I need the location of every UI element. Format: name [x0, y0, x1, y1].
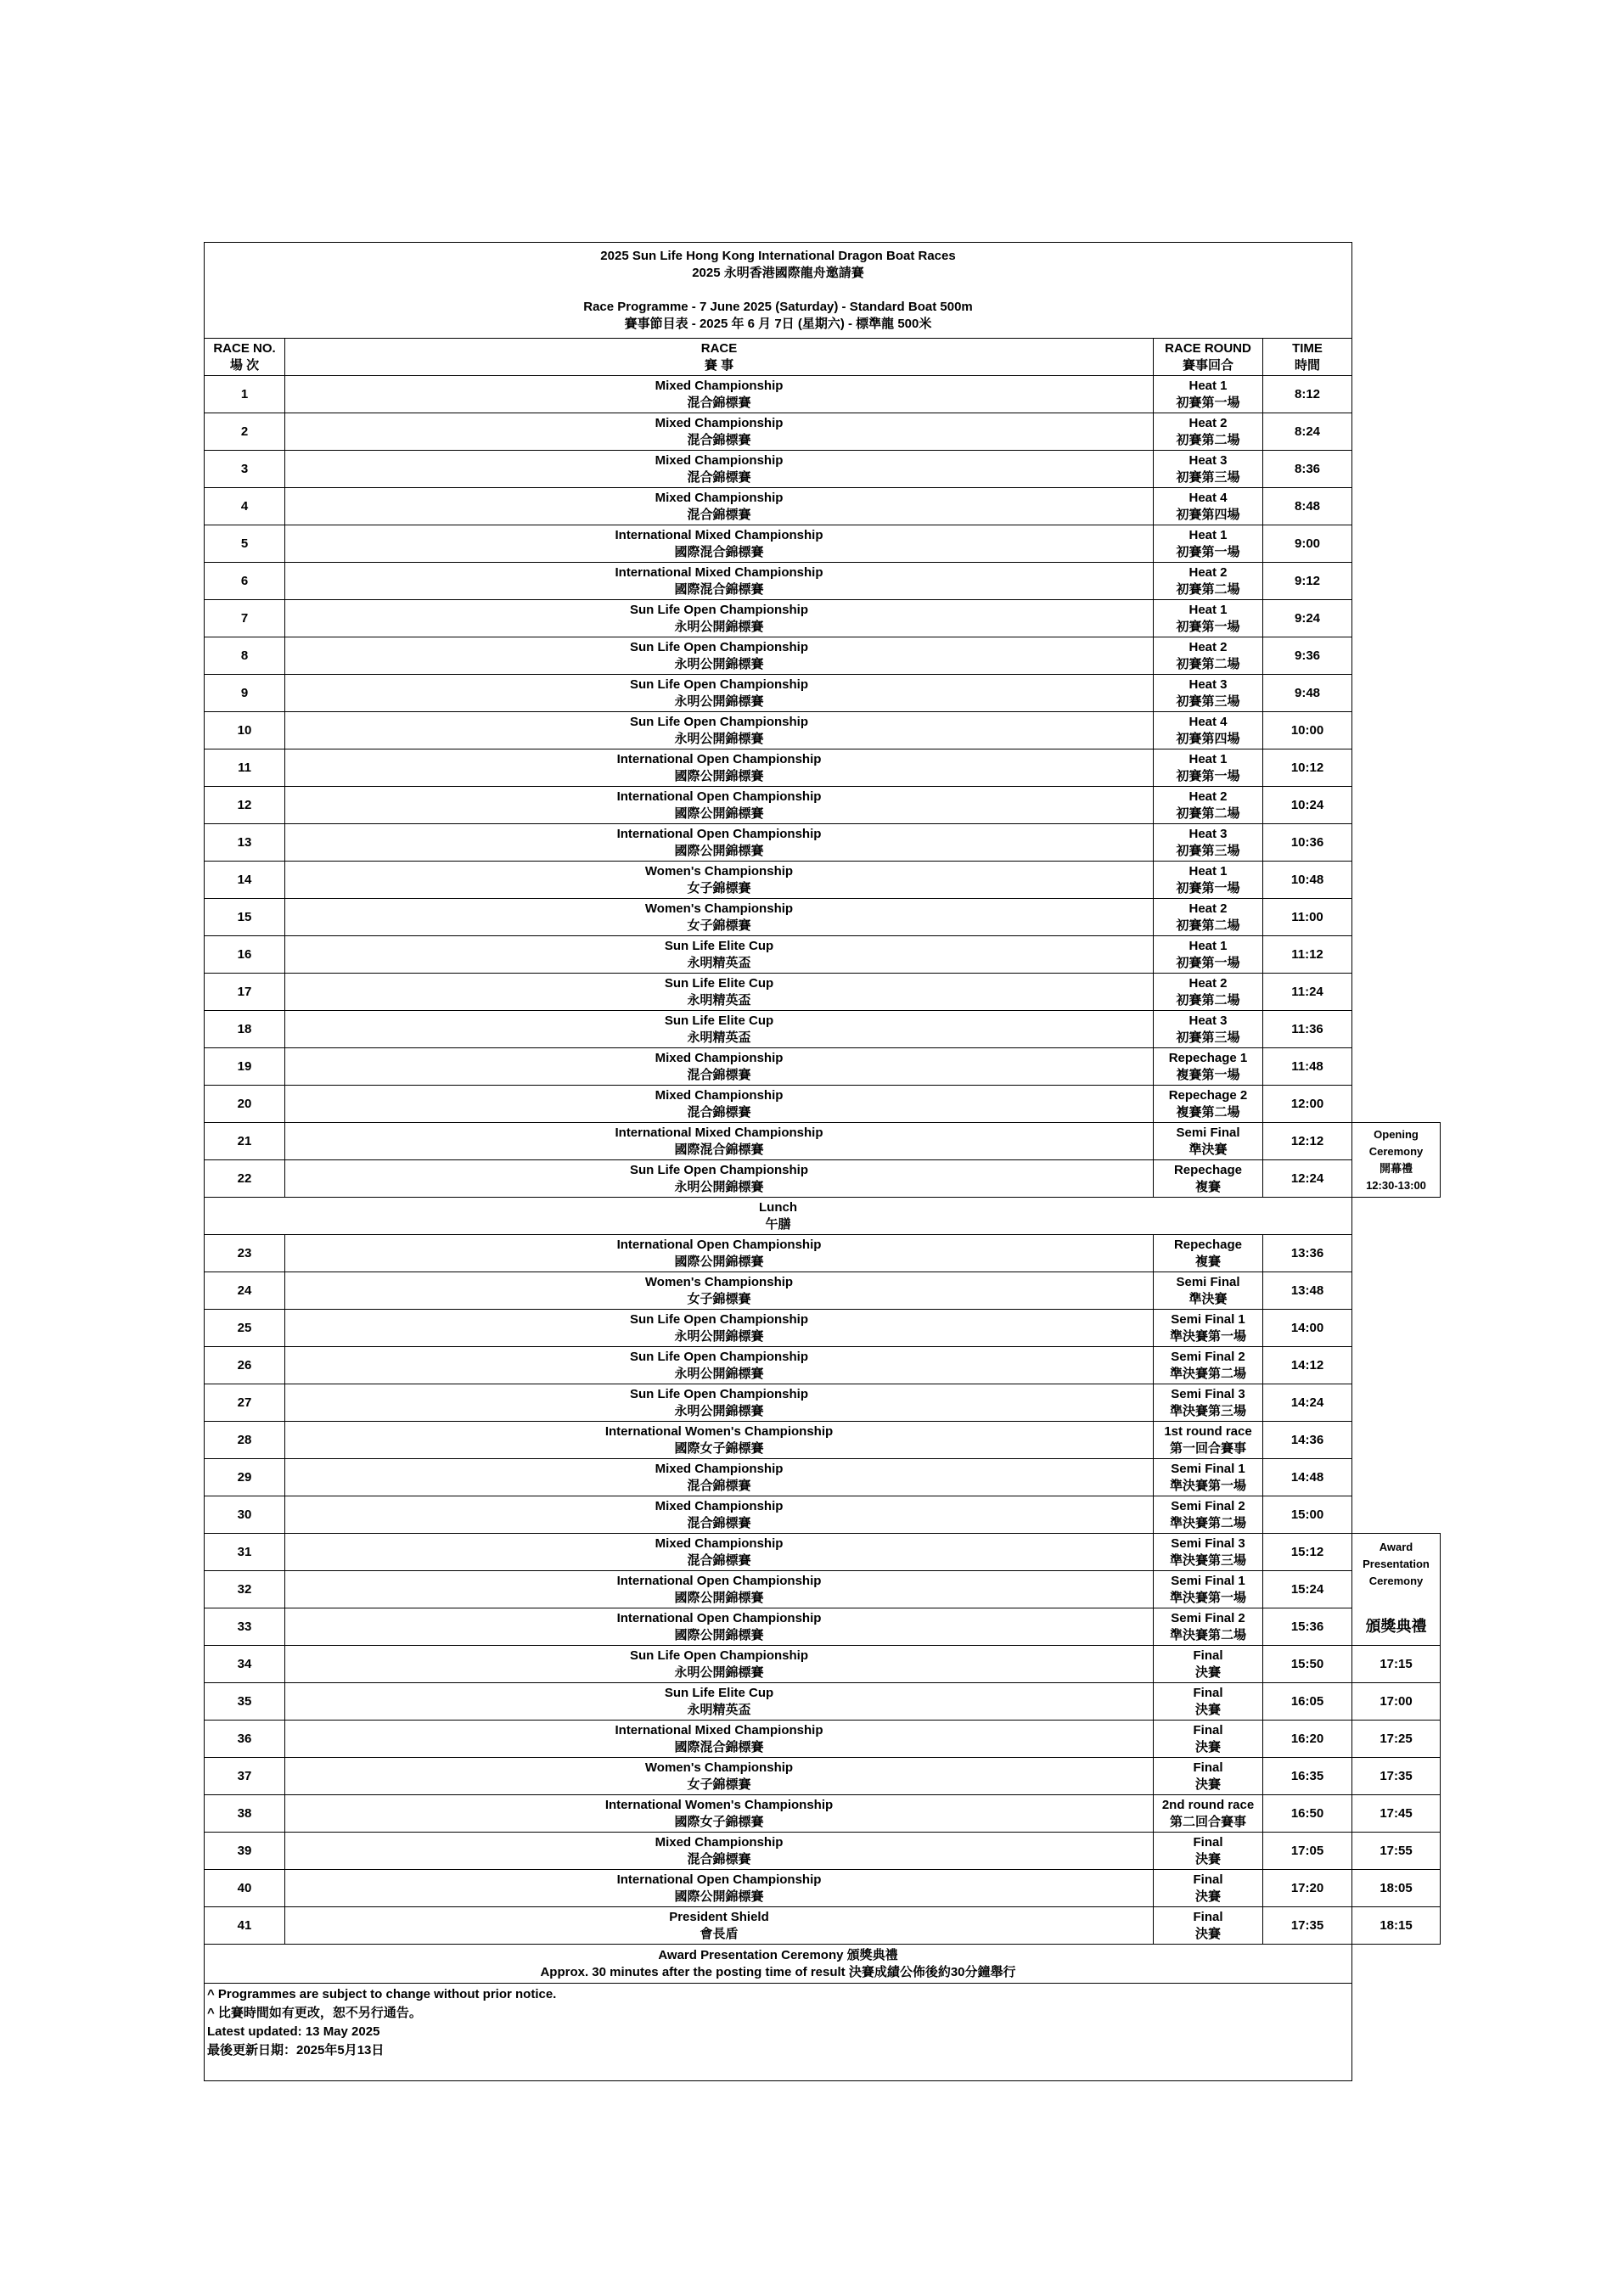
- race-round: Semi Final 準決賽: [1154, 1272, 1263, 1310]
- opening-ceremony-cell: Opening Ceremony 開幕禮 12:30-13:00: [1352, 1123, 1441, 1198]
- race-time: 11:12: [1263, 936, 1352, 974]
- race-name: Sun Life Elite Cup 永明精英盃: [285, 1683, 1154, 1721]
- race-round: Heat 2 初賽第二場: [1154, 787, 1263, 824]
- race-round: Heat 3 初賽第三場: [1154, 1011, 1263, 1048]
- race-name: Sun Life Open Championship 永明公開錦標賽: [285, 600, 1154, 637]
- race-name: Mixed Championship 混合錦標賽: [285, 413, 1154, 451]
- race-number: 27: [205, 1384, 285, 1422]
- race-number: 41: [205, 1907, 285, 1945]
- footer-notes: [205, 1984, 1352, 2081]
- race-name: Sun Life Open Championship 永明公開錦標賽: [285, 1384, 1154, 1422]
- race-name: Sun Life Elite Cup 永明精英盃: [285, 936, 1154, 974]
- race-time: 15:24: [1263, 1571, 1352, 1608]
- race-number: 7: [205, 600, 285, 637]
- race-name: International Women's Championship 國際女子錦標賽: [285, 1422, 1154, 1459]
- race-number: 33: [205, 1608, 285, 1646]
- race-name: Mixed Championship 混合錦標賽: [285, 451, 1154, 488]
- footer-updated-zh: 最後更新日期：2025年5月13日: [207, 2043, 385, 2057]
- ceremony-time: 17:45: [1352, 1795, 1441, 1833]
- race-round: Repechage 複賽: [1154, 1160, 1263, 1198]
- race-row: [205, 936, 1441, 974]
- race-time: 10:00: [1263, 712, 1352, 749]
- race-time: 10:12: [1263, 749, 1352, 787]
- race-time: 16:35: [1263, 1758, 1352, 1795]
- race-name: Mixed Championship 混合錦標賽: [285, 1086, 1154, 1123]
- race-time: 16:50: [1263, 1795, 1352, 1833]
- footer-updated-en: Latest updated: 13 May 2025: [207, 2024, 380, 2039]
- race-round: Final 決賽: [1154, 1683, 1263, 1721]
- race-time: 15:50: [1263, 1646, 1352, 1683]
- race-time: 14:24: [1263, 1384, 1352, 1422]
- race-round: Heat 4 初賽第四場: [1154, 712, 1263, 749]
- race-number: 5: [205, 525, 285, 563]
- race-name: Women's Championship 女子錦標賽: [285, 1758, 1154, 1795]
- race-name: Sun Life Elite Cup 永明精英盃: [285, 1011, 1154, 1048]
- race-time: 9:12: [1263, 563, 1352, 600]
- race-time: 14:12: [1263, 1347, 1352, 1384]
- race-time: 9:48: [1263, 675, 1352, 712]
- race-number: 25: [205, 1310, 285, 1347]
- race-time: 14:48: [1263, 1459, 1352, 1496]
- race-time: 13:36: [1263, 1235, 1352, 1272]
- race-row: [205, 1683, 1441, 1721]
- race-round: Heat 3 初賽第三場: [1154, 451, 1263, 488]
- race-time: 8:12: [1263, 376, 1352, 413]
- race-row: [205, 563, 1441, 600]
- race-time: 8:36: [1263, 451, 1352, 488]
- race-name: Sun Life Open Championship 永明公開錦標賽: [285, 1347, 1154, 1384]
- race-time: 15:12: [1263, 1534, 1352, 1571]
- race-round: Heat 4 初賽第四場: [1154, 488, 1263, 525]
- race-name: Women's Championship 女子錦標賽: [285, 1272, 1154, 1310]
- race-number: 40: [205, 1870, 285, 1907]
- race-row: [205, 824, 1441, 862]
- award-presentation-cell: Award Presentation Ceremony 頒獎典禮 Approx. 30 minutes after the posting time of result 決賽成績公佈後約30分鐘舉行: [205, 1945, 1352, 1984]
- race-number: 36: [205, 1721, 285, 1758]
- race-round: Heat 2 初賽第二場: [1154, 413, 1263, 451]
- race-name: Sun Life Open Championship 永明公開錦標賽: [285, 1310, 1154, 1347]
- race-time: 8:48: [1263, 488, 1352, 525]
- race-time: 12:24: [1263, 1160, 1352, 1198]
- race-round: Semi Final 1 準決賽第一場: [1154, 1459, 1263, 1496]
- race-name: International Open Championship 國際公開錦標賽: [285, 1608, 1154, 1646]
- race-number: 8: [205, 637, 285, 675]
- race-number: 29: [205, 1459, 285, 1496]
- race-round: Final 決賽: [1154, 1833, 1263, 1870]
- race-name: Sun Life Open Championship 永明公開錦標賽: [285, 712, 1154, 749]
- race-time: 17:05: [1263, 1833, 1352, 1870]
- race-number: 9: [205, 675, 285, 712]
- race-time: 17:20: [1263, 1870, 1352, 1907]
- ceremony-time: 17:35: [1352, 1758, 1441, 1795]
- race-programme-sheet: [204, 242, 1441, 2081]
- race-round: Heat 1 初賽第一場: [1154, 749, 1263, 787]
- race-name: Mixed Championship 混合錦標賽: [285, 488, 1154, 525]
- race-row: [205, 1422, 1441, 1459]
- race-number: 28: [205, 1422, 285, 1459]
- race-row: [205, 1870, 1441, 1907]
- race-number: 34: [205, 1646, 285, 1683]
- race-number: 32: [205, 1571, 285, 1608]
- race-time: 15:36: [1263, 1608, 1352, 1646]
- race-number: 14: [205, 862, 285, 899]
- race-number: 10: [205, 712, 285, 749]
- award-ceremony-label: Award Presentation Ceremony: [1352, 1534, 1441, 1608]
- race-round: Repechage 1 複賽第一場: [1154, 1048, 1263, 1086]
- race-round: Final 決賽: [1154, 1646, 1263, 1683]
- column-header-race-no: RACE NO. 場 次: [205, 339, 285, 376]
- race-row: [205, 712, 1441, 749]
- race-round: Heat 2 初賽第二場: [1154, 563, 1263, 600]
- race-row: [205, 1160, 1441, 1198]
- race-number: 24: [205, 1272, 285, 1310]
- race-number: 16: [205, 936, 285, 974]
- race-row: [205, 1758, 1441, 1795]
- race-round: Heat 1 初賽第一場: [1154, 862, 1263, 899]
- programme-zh: 賽事節目表 - 2025 年 6 月 7日 (星期六) - 標準龍 500米: [624, 317, 932, 331]
- race-name: International Mixed Championship 國際混合錦標賽: [285, 563, 1154, 600]
- race-row: [205, 1496, 1441, 1534]
- race-round: Heat 3 初賽第三場: [1154, 675, 1263, 712]
- race-row: [205, 974, 1441, 1011]
- race-name: Mixed Championship 混合錦標賽: [285, 1496, 1154, 1534]
- race-row: [205, 451, 1441, 488]
- race-number: 18: [205, 1011, 285, 1048]
- race-number: 3: [205, 451, 285, 488]
- race-name: Mixed Championship 混合錦標賽: [285, 376, 1154, 413]
- footer-row: [205, 1984, 1441, 2081]
- race-round: 2nd round race 第二回合賽事: [1154, 1795, 1263, 1833]
- race-time: 9:24: [1263, 600, 1352, 637]
- race-name: International Mixed Championship 國際混合錦標賽: [285, 1721, 1154, 1758]
- race-row: [205, 1571, 1441, 1608]
- race-round: Semi Final 2 準決賽第二場: [1154, 1608, 1263, 1646]
- race-row: [205, 637, 1441, 675]
- race-number: 22: [205, 1160, 285, 1198]
- race-time: 17:35: [1263, 1907, 1352, 1945]
- race-time: 16:20: [1263, 1721, 1352, 1758]
- race-row: [205, 1459, 1441, 1496]
- race-row: [205, 749, 1441, 787]
- race-time: 12:00: [1263, 1086, 1352, 1123]
- race-name: International Open Championship 國際公開錦標賽: [285, 749, 1154, 787]
- programme-en: Race Programme - 7 June 2025 (Saturday) - Standard Boat 500m: [583, 300, 973, 314]
- race-row: [205, 413, 1441, 451]
- race-name: International Mixed Championship 國際混合錦標賽: [285, 1123, 1154, 1160]
- race-round: Semi Final 準決賽: [1154, 1123, 1263, 1160]
- race-time: 11:36: [1263, 1011, 1352, 1048]
- title-zh: 2025 永明香港國際龍舟邀請賽: [692, 266, 864, 280]
- race-time: 14:00: [1263, 1310, 1352, 1347]
- race-name: International Open Championship 國際公開錦標賽: [285, 787, 1154, 824]
- race-round: Semi Final 3 準決賽第三場: [1154, 1534, 1263, 1571]
- race-round: 1st round race 第一回合賽事: [1154, 1422, 1263, 1459]
- race-number: 31: [205, 1534, 285, 1571]
- race-time: 9:36: [1263, 637, 1352, 675]
- race-name: Mixed Championship 混合錦標賽: [285, 1048, 1154, 1086]
- race-name: Mixed Championship 混合錦標賽: [285, 1833, 1154, 1870]
- race-number: 17: [205, 974, 285, 1011]
- race-time: 15:00: [1263, 1496, 1352, 1534]
- ceremony-time: 18:05: [1352, 1870, 1441, 1907]
- race-round: Heat 3 初賽第三場: [1154, 824, 1263, 862]
- race-name: International Open Championship 國際公開錦標賽: [285, 1870, 1154, 1907]
- race-round: Heat 1 初賽第一場: [1154, 936, 1263, 974]
- race-row: [205, 675, 1441, 712]
- race-name: International Women's Championship 國際女子錦標賽: [285, 1795, 1154, 1833]
- race-round: Semi Final 2 準決賽第二場: [1154, 1347, 1263, 1384]
- race-name: International Open Championship 國際公開錦標賽: [285, 1235, 1154, 1272]
- race-row: [205, 1646, 1441, 1683]
- programme-table: [204, 242, 1441, 2081]
- race-name: International Open Championship 國際公開錦標賽: [285, 824, 1154, 862]
- race-row: [205, 1534, 1441, 1571]
- race-time: 8:24: [1263, 413, 1352, 451]
- column-header-race: RACE 賽 事: [285, 339, 1154, 376]
- race-number: 26: [205, 1347, 285, 1384]
- race-name: President Shield 會長盾: [285, 1907, 1154, 1945]
- race-row: [205, 376, 1441, 413]
- race-row: [205, 1795, 1441, 1833]
- race-time: 10:24: [1263, 787, 1352, 824]
- race-row: [205, 899, 1441, 936]
- race-round: Heat 1 初賽第一場: [1154, 376, 1263, 413]
- race-name: Sun Life Open Championship 永明公開錦標賽: [285, 1646, 1154, 1683]
- race-row: [205, 862, 1441, 899]
- race-round: Final 決賽: [1154, 1758, 1263, 1795]
- award-ceremony-zh: 頒獎典禮: [1352, 1608, 1441, 1646]
- race-time: 13:48: [1263, 1272, 1352, 1310]
- race-number: 6: [205, 563, 285, 600]
- race-row: [205, 1833, 1441, 1870]
- race-row: [205, 1048, 1441, 1086]
- race-number: 2: [205, 413, 285, 451]
- race-number: 21: [205, 1123, 285, 1160]
- race-row: [205, 1272, 1441, 1310]
- race-name: Sun Life Open Championship 永明公開錦標賽: [285, 675, 1154, 712]
- race-number: 38: [205, 1795, 285, 1833]
- race-number: 35: [205, 1683, 285, 1721]
- race-number: 19: [205, 1048, 285, 1086]
- race-row: [205, 1235, 1441, 1272]
- award-presentation-row: [205, 1945, 1441, 1984]
- race-time: 10:36: [1263, 824, 1352, 862]
- race-round: Final 決賽: [1154, 1907, 1263, 1945]
- race-name: Sun Life Open Championship 永明公開錦標賽: [285, 637, 1154, 675]
- race-name: Sun Life Open Championship 永明公開錦標賽: [285, 1160, 1154, 1198]
- race-row: [205, 1384, 1441, 1422]
- race-round: Heat 2 初賽第二場: [1154, 637, 1263, 675]
- race-round: Heat 1 初賽第一場: [1154, 600, 1263, 637]
- race-round: Final 決賽: [1154, 1721, 1263, 1758]
- race-time: 11:00: [1263, 899, 1352, 936]
- race-row: [205, 1011, 1441, 1048]
- race-number: 4: [205, 488, 285, 525]
- document-header: [205, 243, 1352, 339]
- ceremony-time: 17:00: [1352, 1683, 1441, 1721]
- race-row: [205, 1608, 1441, 1646]
- race-row: [205, 1310, 1441, 1347]
- column-header-round: RACE ROUND 賽事回合: [1154, 339, 1263, 376]
- race-round: Heat 1 初賽第一場: [1154, 525, 1263, 563]
- race-row: [205, 787, 1441, 824]
- title-en: 2025 Sun Life Hong Kong International Dragon Boat Races: [600, 249, 956, 263]
- race-round: Heat 2 初賽第二場: [1154, 974, 1263, 1011]
- race-row: [205, 525, 1441, 563]
- race-name: Sun Life Elite Cup 永明精英盃: [285, 974, 1154, 1011]
- lunch-row: [205, 1198, 1441, 1235]
- race-row: [205, 1086, 1441, 1123]
- race-round: Semi Final 2 準決賽第二場: [1154, 1496, 1263, 1534]
- race-name: Women's Championship 女子錦標賽: [285, 862, 1154, 899]
- race-time: 9:00: [1263, 525, 1352, 563]
- race-number: 13: [205, 824, 285, 862]
- race-round: Repechage 2 複賽第二場: [1154, 1086, 1263, 1123]
- race-number: 37: [205, 1758, 285, 1795]
- race-row: [205, 1123, 1441, 1160]
- race-number: 12: [205, 787, 285, 824]
- ceremony-time: 17:25: [1352, 1721, 1441, 1758]
- footer-note1: ^ Programmes are subject to change without prior notice.: [207, 1987, 557, 2001]
- race-number: 1: [205, 376, 285, 413]
- race-time: 10:48: [1263, 862, 1352, 899]
- column-header-time: TIME 時間: [1263, 339, 1352, 376]
- ceremony-time: 17:55: [1352, 1833, 1441, 1870]
- race-round: Heat 2 初賽第二場: [1154, 899, 1263, 936]
- race-number: 15: [205, 899, 285, 936]
- race-number: 30: [205, 1496, 285, 1534]
- race-round: Semi Final 3 準決賽第三場: [1154, 1384, 1263, 1422]
- race-name: Mixed Championship 混合錦標賽: [285, 1459, 1154, 1496]
- race-row: [205, 488, 1441, 525]
- race-time: 11:24: [1263, 974, 1352, 1011]
- race-time: 16:05: [1263, 1683, 1352, 1721]
- race-name: Mixed Championship 混合錦標賽: [285, 1534, 1154, 1571]
- ceremony-time: 17:15: [1352, 1646, 1441, 1683]
- ceremony-time: 18:15: [1352, 1907, 1441, 1945]
- race-number: 39: [205, 1833, 285, 1870]
- race-row: [205, 1721, 1441, 1758]
- race-name: Women's Championship 女子錦標賽: [285, 899, 1154, 936]
- race-time: 11:48: [1263, 1048, 1352, 1086]
- race-number: 23: [205, 1235, 285, 1272]
- race-row: [205, 600, 1441, 637]
- race-name: International Mixed Championship 國際混合錦標賽: [285, 525, 1154, 563]
- race-round: Final 決賽: [1154, 1870, 1263, 1907]
- race-round: Semi Final 1 準決賽第一場: [1154, 1571, 1263, 1608]
- race-row: [205, 1347, 1441, 1384]
- race-time: 14:36: [1263, 1422, 1352, 1459]
- race-round: Repechage 複賽: [1154, 1235, 1263, 1272]
- race-round: Semi Final 1 準決賽第一場: [1154, 1310, 1263, 1347]
- race-number: 11: [205, 749, 285, 787]
- footer-note2: ^ 比賽時間如有更改，恕不另行通告。: [207, 2006, 422, 2020]
- race-row: [205, 1907, 1441, 1945]
- race-number: 20: [205, 1086, 285, 1123]
- race-name: International Open Championship 國際公開錦標賽: [285, 1571, 1154, 1608]
- lunch-cell: Lunch 午膳: [205, 1198, 1352, 1235]
- race-time: 12:12: [1263, 1123, 1352, 1160]
